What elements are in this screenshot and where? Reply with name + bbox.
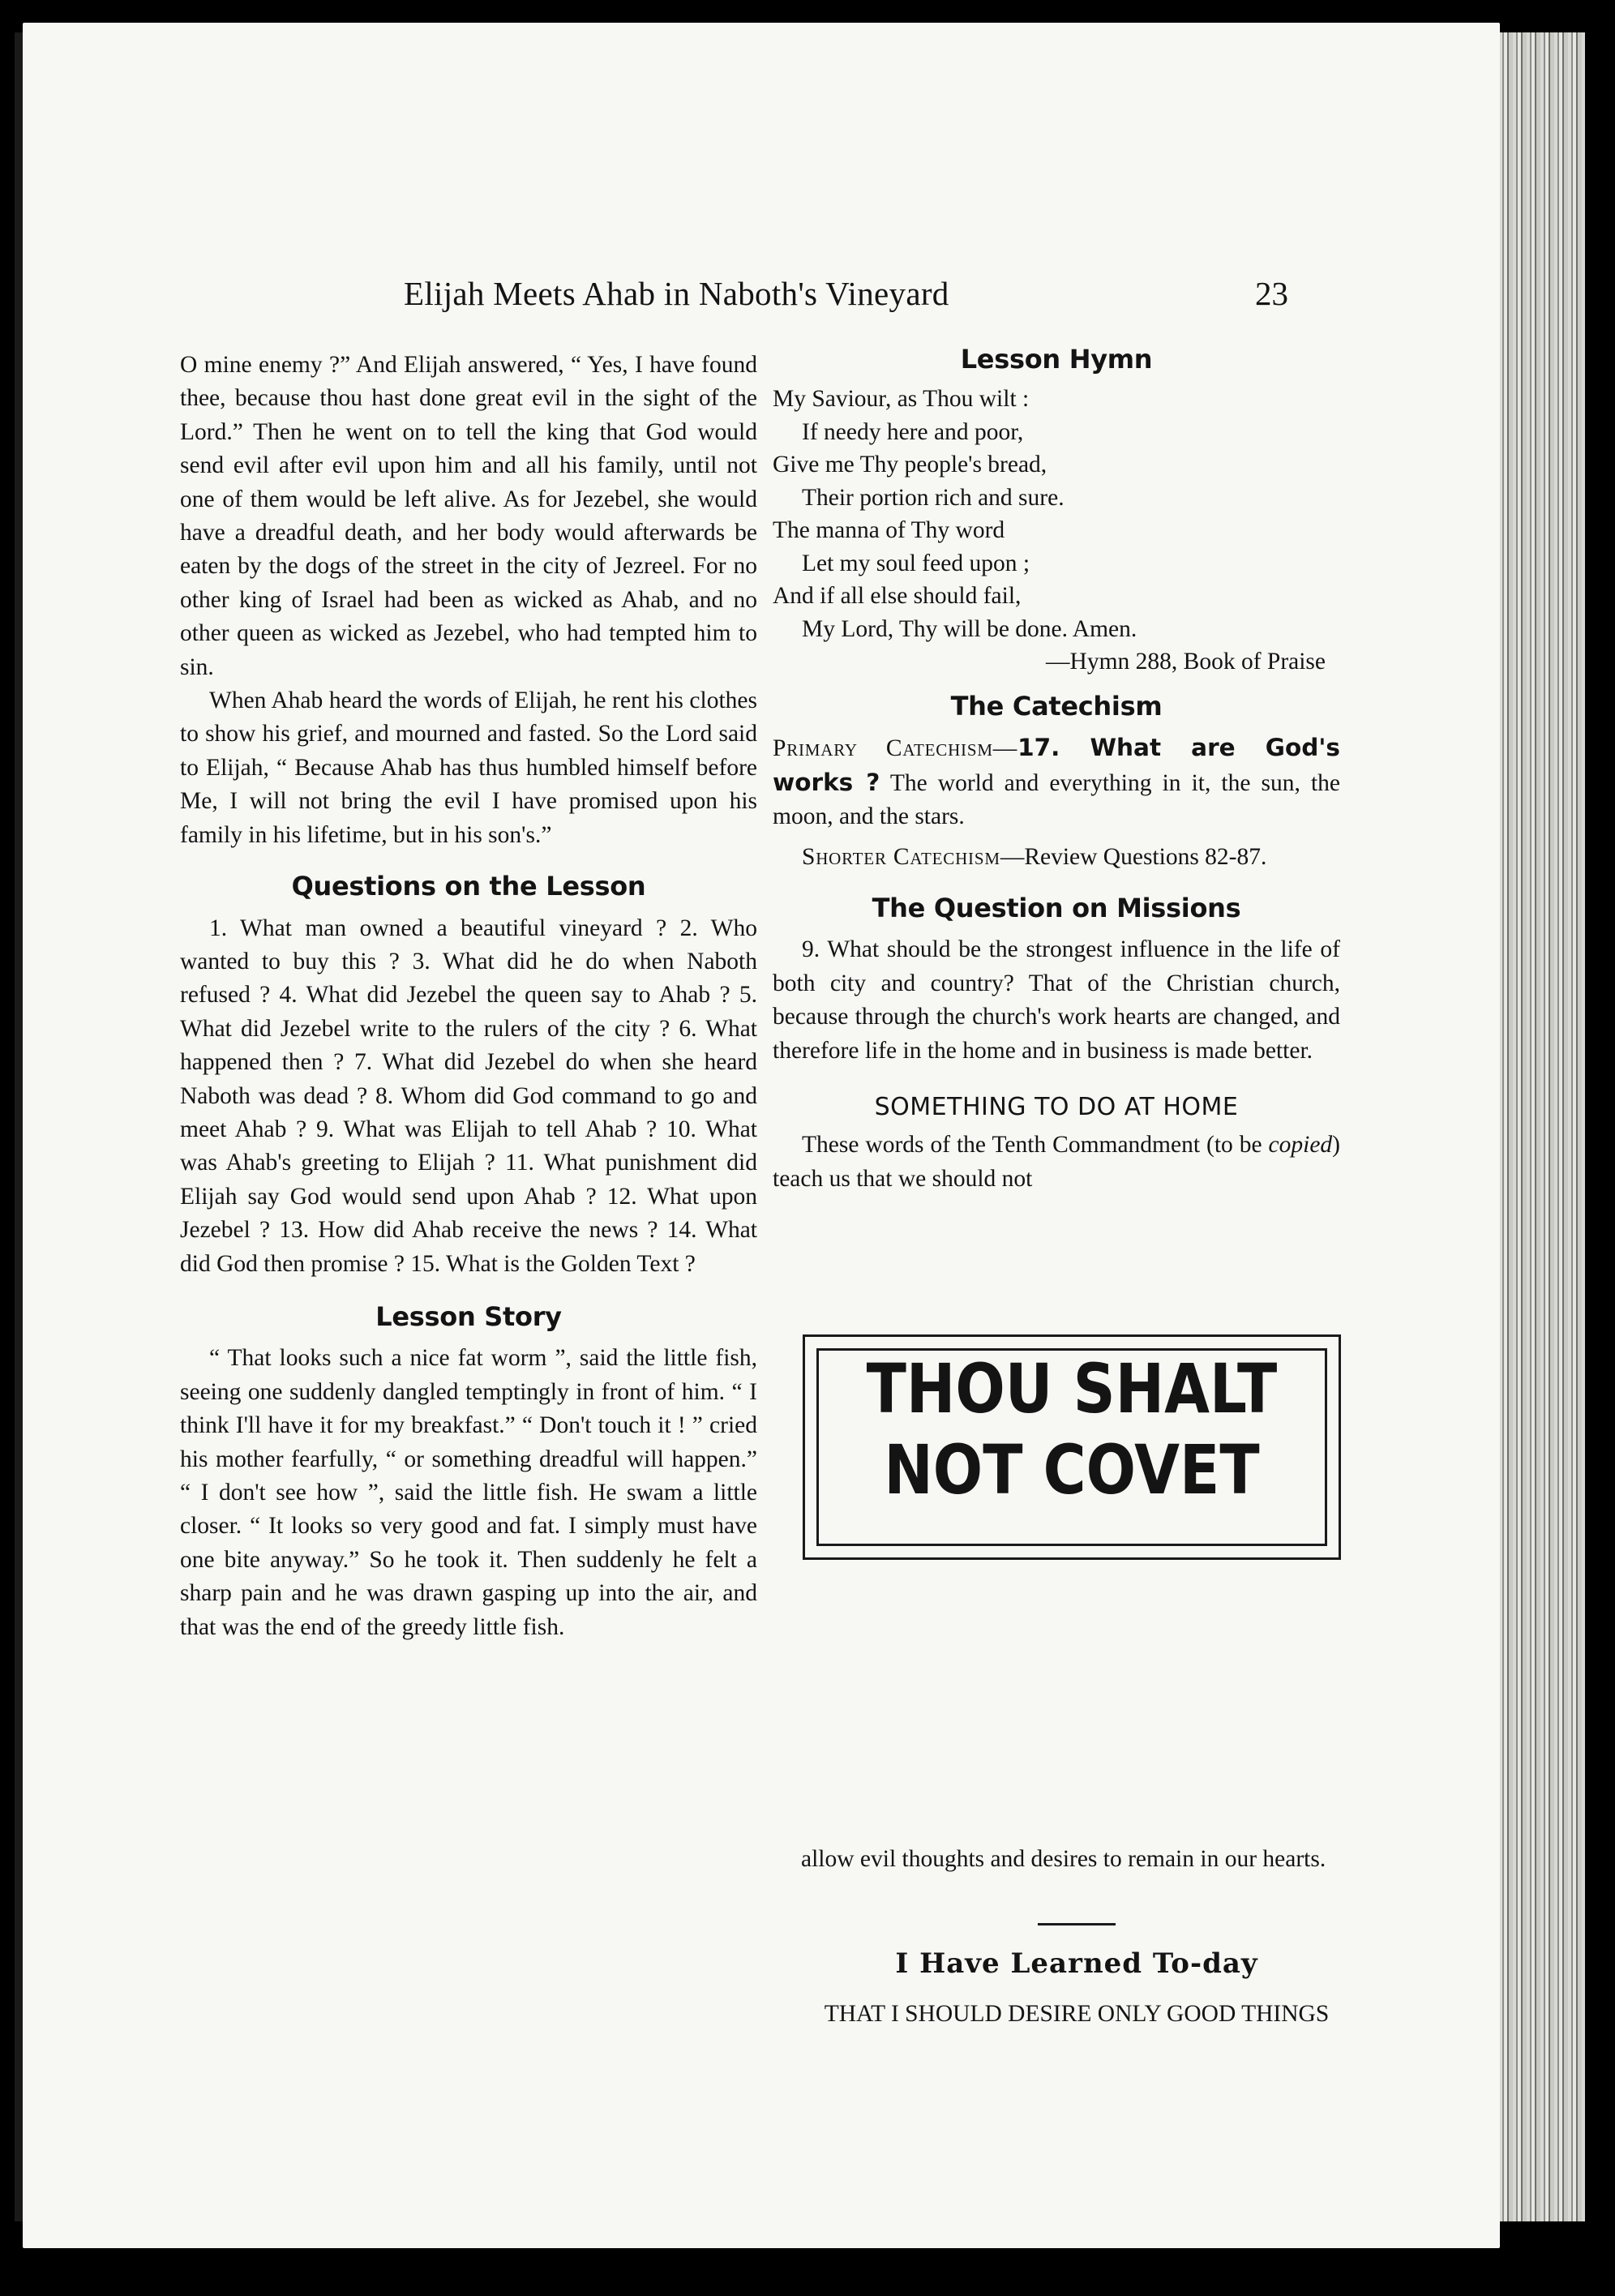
questions-text: 1. What man owned a beautiful vineyard ? 2. Who wanted to buy this ? 3. What did he do when Naboth refused ? 4. What did Jezebel the queen say to Ahab ? 5. What did Jezebel write to the rulers of the city ? 6. What happened then ? 7. What did Jezebel do when she heard Naboth was dead ? 8. Whom did God command to go and meet Ahab ? 9. What was Elijah to tell Ahab ? 10. What was Ahab's greeting to Elijah ? 11. What punishment did Elijah say God would send upon Ahab ? 12. What upon Jezebel ? 13. How did Ahab receive the news ? 14. What did God then promise ? 15. What is the Golden Text ? (180, 915, 757, 1277)
commandment-box (803, 1334, 1341, 1560)
lesson-story-text: “ That looks such a nice fat worm ”, said the little fish, seeing one suddenly dangled temptingly in front of him. “ I think I'll have it for my breakfast.” “ Don't touch it ! ” cried his mother fearfully, “ or something dreadful will happen.” “ I don't see how ”, said the little fish. He swam a little closer. “ It looks so very good and fat. I simply must have one bite anyway.” So he took it. Then suddenly he felt a sharp pain and he was drawn gasping up into the air, and that was the end of the greedy little fish. (180, 1345, 757, 1640)
shorter-catechism (773, 841, 1340, 874)
after-box-text: allow evil thoughts and desires to remain in our hearts. (801, 1846, 1326, 1872)
hymn-line: Their portion rich and sure. (802, 484, 1065, 511)
commandment-line-2: NOT COVET (884, 1430, 1260, 1510)
primary-catechism (773, 731, 1340, 833)
lesson-story-heading: Lesson Story (375, 1300, 562, 1332)
page-header (23, 274, 1500, 323)
hymn-heading: Lesson Hymn (960, 344, 1153, 375)
hymn-line: The manna of Thy word (773, 517, 1005, 544)
catechism-heading: The Catechism (950, 690, 1163, 722)
commandment-text (842, 1348, 1301, 1510)
learned-heading: I Have Learned To-day (895, 1947, 1258, 1980)
left-column (180, 349, 757, 1644)
hymn-line: My Saviour, as Thou wilt : (773, 386, 1030, 413)
book-page (23, 23, 1500, 2248)
primary-catechism-answer: The world and everything in it, the sun, the moon, and the stars. (773, 769, 1340, 830)
hymn-line: Give me Thy people's bread, (773, 452, 1047, 478)
story-paragraph-1: O mine enemy ?” And Elijah answered, “ Yes, I have found thee, because thou hast done great evil in the sight of the Lord.” Then he went on to tell the king that God would send evil after evil upon him and all his family, until not one of them would be left alive. As for Jezebel, she would have a dreadful death, and her body would afterwards be eaten by the dogs of the street in the city of Jezreel. For no other king of Israel had been as wicked as Ahab, and no other queen as wicked as Jezebel, who had tempted him to sin. (180, 352, 757, 680)
right-column (773, 343, 1340, 1196)
hymn-credit: —Hymn 288, Book of Praise (1046, 649, 1326, 675)
shorter-catechism-label: Shorter Catechism (802, 843, 1000, 870)
questions-heading: Questions on the Lesson (291, 871, 646, 902)
page-number: 23 (1255, 275, 1288, 312)
home-heading: SOMETHING TO DO AT HOME (874, 1092, 1239, 1121)
missions-heading: The Question on Missions (872, 892, 1241, 923)
home-text-end: ) teach us that we should not (773, 1132, 1340, 1192)
home-text-italic: copied (1268, 1132, 1333, 1159)
home-instructions (773, 1129, 1340, 1196)
commandment-line-1: THOU SHALT (866, 1349, 1278, 1429)
shorter-catechism-text: —Review Questions 82-87. (1000, 843, 1267, 870)
hymn-line: My Lord, Thy will be done. Amen. (802, 615, 1137, 642)
running-title: Elijah Meets Ahab in Naboth's Vineyard (404, 275, 949, 312)
hymn-line: If needy here and poor, (802, 418, 1024, 445)
learned-text: THAT I SHOULD DESIRE ONLY GOOD THINGS (824, 2001, 1330, 2027)
divider-rule (1038, 1923, 1116, 1925)
hymn-verse (773, 383, 1340, 679)
hymn-line: And if all else should fail, (773, 583, 1022, 610)
hymn-line: Let my soul feed upon ; (802, 550, 1030, 576)
primary-catechism-label: Primary Catechism— (773, 735, 1018, 762)
missions-text: 9. What should be the strongest influence in the life of both city and country? That of the Christian church, because through the church's work hearts are changed, and therefore life in the home and in business is made better. (773, 936, 1340, 1064)
story-paragraph-2: When Ahab heard the words of Elijah, he rent his clothes to show his grief, and mourned and fasted. So the Lord said to Elijah, “ Because Ahab has thus humbled himself before Me, I will not bring the evil I have promised upon his family in his lifetime, but in his son's.” (180, 688, 757, 848)
home-text-start: These words of the Tenth Commandment (to be (802, 1132, 1269, 1159)
primary-catechism-question: 17. What are God's works ? (773, 734, 1340, 796)
